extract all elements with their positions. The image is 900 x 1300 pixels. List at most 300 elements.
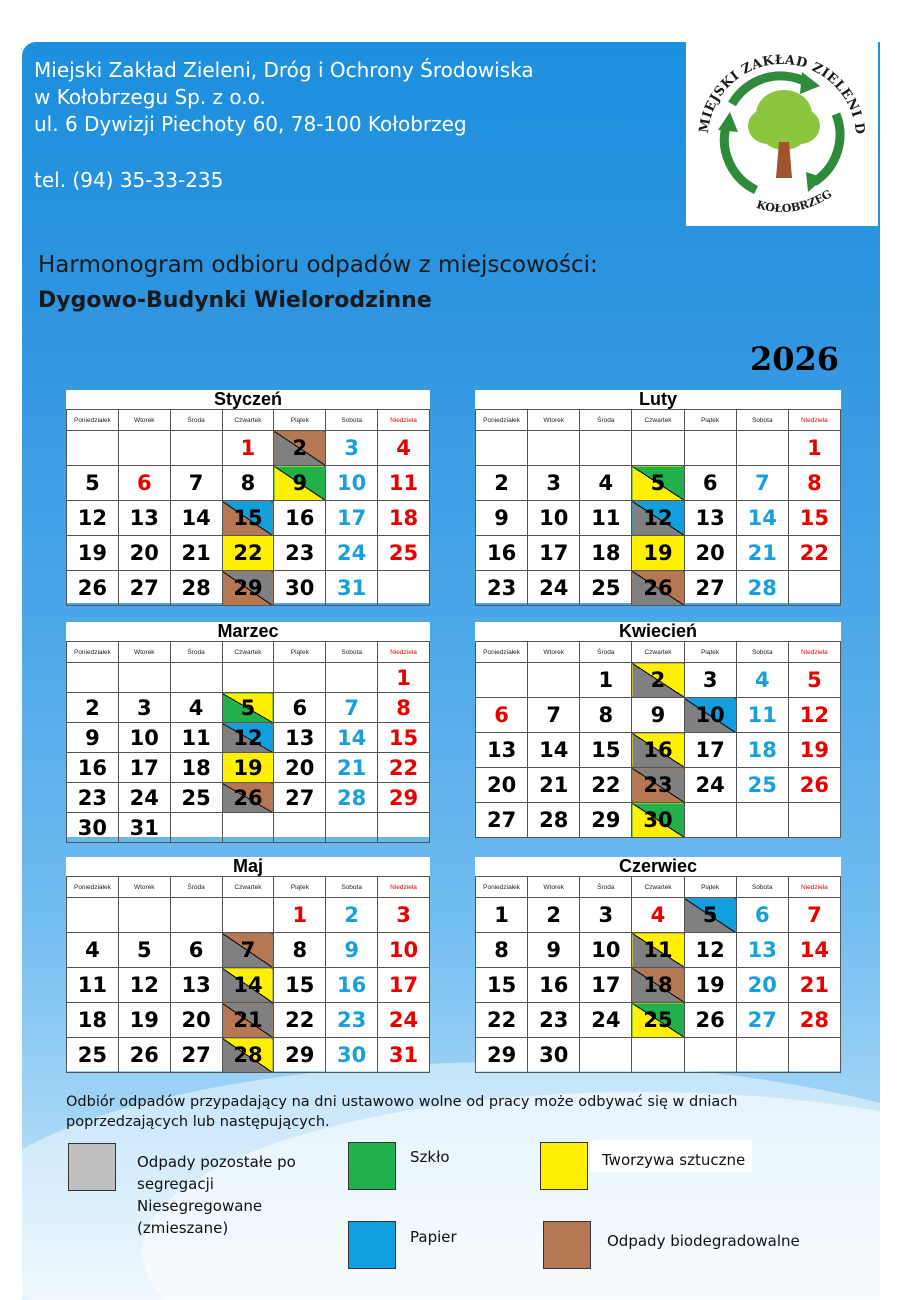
weekday-header: Sobota bbox=[326, 410, 378, 431]
day-cell: 1 bbox=[222, 431, 274, 466]
week-row bbox=[476, 501, 841, 536]
day-cell: 13 bbox=[476, 733, 528, 768]
weekday-header: Czwartek bbox=[222, 877, 274, 898]
day-cell: 12 bbox=[118, 968, 170, 1003]
day-cell: 12 bbox=[632, 501, 684, 536]
empty-cell bbox=[736, 1038, 788, 1073]
week-row bbox=[67, 783, 430, 813]
empty-cell bbox=[67, 898, 119, 933]
weekday-header: Piątek bbox=[684, 877, 736, 898]
legend-gray-line: Niesegregowane bbox=[137, 1197, 263, 1215]
week-row bbox=[67, 571, 430, 606]
weekday-header: Sobota bbox=[326, 642, 378, 663]
empty-cell bbox=[736, 431, 788, 466]
calendar-month bbox=[475, 622, 841, 837]
day-cell: 28 bbox=[222, 1038, 274, 1073]
day-cell: 14 bbox=[326, 723, 378, 753]
day-cell: 14 bbox=[222, 968, 274, 1003]
day-cell: 23 bbox=[67, 783, 119, 813]
month-grid bbox=[475, 641, 841, 838]
weekday-header-row bbox=[67, 642, 430, 663]
day-cell: 10 bbox=[118, 723, 170, 753]
day-cell: 2 bbox=[632, 663, 684, 698]
day-cell: 30 bbox=[326, 1038, 378, 1073]
day-cell: 16 bbox=[476, 536, 528, 571]
day-cell: 1 bbox=[378, 663, 430, 693]
day-cell: 31 bbox=[118, 813, 170, 843]
empty-cell bbox=[274, 813, 326, 843]
day-cell: 20 bbox=[476, 768, 528, 803]
day-cell: 4 bbox=[736, 663, 788, 698]
weekday-header: Sobota bbox=[736, 877, 788, 898]
week-row bbox=[476, 898, 841, 933]
day-cell: 24 bbox=[378, 1003, 430, 1038]
weekday-header: Czwartek bbox=[222, 410, 274, 431]
day-cell: 26 bbox=[684, 1003, 736, 1038]
day-cell: 5 bbox=[788, 663, 840, 698]
day-cell: 3 bbox=[326, 431, 378, 466]
day-cell: 22 bbox=[378, 753, 430, 783]
weekday-header: Piątek bbox=[684, 642, 736, 663]
day-cell: 31 bbox=[378, 1038, 430, 1073]
weekday-header: Środa bbox=[170, 642, 222, 663]
day-cell: 28 bbox=[170, 571, 222, 606]
day-cell: 10 bbox=[684, 698, 736, 733]
empty-cell bbox=[378, 813, 430, 843]
day-cell: 1 bbox=[274, 898, 326, 933]
weekday-header-row bbox=[67, 877, 430, 898]
day-cell: 26 bbox=[67, 571, 119, 606]
day-cell: 7 bbox=[170, 466, 222, 501]
day-cell: 9 bbox=[476, 501, 528, 536]
day-cell: 24 bbox=[580, 1003, 632, 1038]
day-cell: 27 bbox=[118, 571, 170, 606]
day-cell: 4 bbox=[378, 431, 430, 466]
weekday-header-row bbox=[476, 642, 841, 663]
day-cell: 6 bbox=[274, 693, 326, 723]
day-cell: 4 bbox=[580, 466, 632, 501]
day-cell: 11 bbox=[170, 723, 222, 753]
day-cell: 14 bbox=[528, 733, 580, 768]
weekday-header: Wtorek bbox=[528, 642, 580, 663]
weekday-header: Niedziela bbox=[788, 642, 840, 663]
day-cell: 17 bbox=[684, 733, 736, 768]
empty-cell bbox=[684, 803, 736, 838]
weekday-header: Czwartek bbox=[632, 642, 684, 663]
empty-cell bbox=[788, 803, 840, 838]
empty-cell bbox=[632, 431, 684, 466]
week-row bbox=[67, 466, 430, 501]
day-cell: 13 bbox=[736, 933, 788, 968]
day-cell: 21 bbox=[528, 768, 580, 803]
day-cell: 3 bbox=[580, 898, 632, 933]
month-grid bbox=[66, 876, 430, 1073]
day-cell: 26 bbox=[118, 1038, 170, 1073]
empty-cell bbox=[170, 898, 222, 933]
weekday-header: Poniedziałek bbox=[476, 410, 528, 431]
weekday-header: Niedziela bbox=[378, 877, 430, 898]
day-cell: 20 bbox=[170, 1003, 222, 1038]
day-cell: 13 bbox=[274, 723, 326, 753]
day-cell: 6 bbox=[170, 933, 222, 968]
week-row bbox=[67, 1003, 430, 1038]
day-cell: 29 bbox=[222, 571, 274, 606]
month-grid bbox=[66, 641, 430, 843]
day-cell: 15 bbox=[476, 968, 528, 1003]
legend-yellow-swatch bbox=[540, 1142, 588, 1190]
day-cell: 8 bbox=[580, 698, 632, 733]
day-cell: 16 bbox=[67, 753, 119, 783]
day-cell: 15 bbox=[222, 501, 274, 536]
day-cell: 23 bbox=[274, 536, 326, 571]
month-grid bbox=[475, 876, 841, 1073]
day-cell: 23 bbox=[528, 1003, 580, 1038]
day-cell: 4 bbox=[170, 693, 222, 723]
day-cell: 29 bbox=[274, 1038, 326, 1073]
day-cell: 25 bbox=[736, 768, 788, 803]
month-name: Luty bbox=[639, 389, 677, 409]
empty-cell bbox=[788, 1038, 840, 1073]
day-cell: 12 bbox=[684, 933, 736, 968]
day-cell: 19 bbox=[118, 1003, 170, 1038]
day-cell: 5 bbox=[118, 933, 170, 968]
legend-blue-swatch bbox=[348, 1221, 396, 1269]
weekday-header: Niedziela bbox=[378, 410, 430, 431]
weekday-header: Środa bbox=[580, 877, 632, 898]
empty-cell bbox=[736, 803, 788, 838]
empty-cell bbox=[528, 431, 580, 466]
weekday-header: Poniedziałek bbox=[476, 642, 528, 663]
day-cell: 24 bbox=[528, 571, 580, 606]
day-cell: 18 bbox=[378, 501, 430, 536]
day-cell: 18 bbox=[580, 536, 632, 571]
week-row bbox=[67, 501, 430, 536]
day-cell: 14 bbox=[170, 501, 222, 536]
day-cell: 23 bbox=[632, 768, 684, 803]
company-logo bbox=[686, 42, 878, 226]
month-name: Czerwiec bbox=[618, 856, 698, 876]
day-cell: 18 bbox=[736, 733, 788, 768]
week-row bbox=[476, 663, 841, 698]
day-cell: 1 bbox=[476, 898, 528, 933]
day-cell: 11 bbox=[378, 466, 430, 501]
day-cell: 8 bbox=[274, 933, 326, 968]
day-cell: 22 bbox=[580, 768, 632, 803]
week-row bbox=[67, 1038, 430, 1073]
week-row bbox=[67, 536, 430, 571]
empty-cell bbox=[222, 898, 274, 933]
company-name-suffix: w Kołobrzegu Sp. z o.o. bbox=[34, 85, 266, 109]
week-row bbox=[476, 933, 841, 968]
day-cell: 22 bbox=[274, 1003, 326, 1038]
weekday-header-row bbox=[476, 877, 841, 898]
week-row bbox=[67, 723, 430, 753]
weekday-header: Środa bbox=[170, 410, 222, 431]
week-row bbox=[67, 663, 430, 693]
empty-cell bbox=[632, 1038, 684, 1073]
day-cell: 16 bbox=[632, 733, 684, 768]
day-cell: 1 bbox=[580, 663, 632, 698]
day-cell: 11 bbox=[67, 968, 119, 1003]
logo-city-text: KOŁOBRZEG bbox=[755, 187, 835, 216]
weekday-header: Czwartek bbox=[632, 410, 684, 431]
month-name: Marzec bbox=[217, 621, 279, 641]
day-cell: 24 bbox=[118, 783, 170, 813]
day-cell: 30 bbox=[528, 1038, 580, 1073]
empty-cell bbox=[67, 663, 119, 693]
legend-gray-swatch bbox=[68, 1143, 116, 1191]
weekday-header: Wtorek bbox=[118, 877, 170, 898]
day-cell: 23 bbox=[476, 571, 528, 606]
calendar-month bbox=[475, 857, 841, 1071]
day-cell: 6 bbox=[736, 898, 788, 933]
empty-cell bbox=[326, 813, 378, 843]
day-cell: 31 bbox=[326, 571, 378, 606]
weekday-header: Wtorek bbox=[528, 877, 580, 898]
day-cell: 16 bbox=[326, 968, 378, 1003]
day-cell: 2 bbox=[274, 431, 326, 466]
day-cell: 1 bbox=[788, 431, 840, 466]
weekday-header: Niedziela bbox=[788, 410, 840, 431]
day-cell: 25 bbox=[632, 1003, 684, 1038]
month-name: Maj bbox=[232, 856, 263, 876]
day-cell: 9 bbox=[632, 698, 684, 733]
day-cell: 9 bbox=[326, 933, 378, 968]
calendar-month bbox=[475, 390, 841, 603]
empty-cell bbox=[170, 431, 222, 466]
day-cell: 15 bbox=[788, 501, 840, 536]
legend-gray-line: (zmieszane) bbox=[137, 1219, 229, 1237]
weekday-header: Poniedziałek bbox=[67, 410, 119, 431]
calendar-month bbox=[66, 390, 430, 603]
weekday-header-row bbox=[67, 410, 430, 431]
day-cell: 17 bbox=[528, 536, 580, 571]
weekday-header: Wtorek bbox=[528, 410, 580, 431]
day-cell: 9 bbox=[67, 723, 119, 753]
day-cell: 4 bbox=[632, 898, 684, 933]
day-cell: 19 bbox=[632, 536, 684, 571]
day-cell: 6 bbox=[476, 698, 528, 733]
day-cell: 8 bbox=[378, 693, 430, 723]
weekday-header: Czwartek bbox=[632, 877, 684, 898]
empty-cell bbox=[684, 1038, 736, 1073]
day-cell: 7 bbox=[222, 933, 274, 968]
week-row bbox=[67, 813, 430, 843]
empty-cell bbox=[326, 663, 378, 693]
week-row bbox=[476, 768, 841, 803]
week-row bbox=[476, 968, 841, 1003]
day-cell: 22 bbox=[788, 536, 840, 571]
day-cell: 16 bbox=[274, 501, 326, 536]
day-cell: 27 bbox=[736, 1003, 788, 1038]
holiday-note: Odbiór odpadów przypadający na dni ustawowo wolne od pracy może odbywać się w dniach poprzedzających lub następujących. bbox=[66, 1094, 738, 1130]
company-address: ul. 6 Dywizji Piechoty 60, 78-100 Kołobrzeg bbox=[34, 112, 467, 136]
week-row bbox=[476, 466, 841, 501]
day-cell: 5 bbox=[67, 466, 119, 501]
company-phone: tel. (94) 35-33-235 bbox=[34, 168, 224, 192]
day-cell: 9 bbox=[274, 466, 326, 501]
day-cell: 16 bbox=[528, 968, 580, 1003]
weekday-header: Sobota bbox=[736, 642, 788, 663]
empty-cell bbox=[580, 1038, 632, 1073]
week-row bbox=[67, 753, 430, 783]
day-cell: 17 bbox=[118, 753, 170, 783]
empty-cell bbox=[67, 431, 119, 466]
weekday-header: Sobota bbox=[326, 877, 378, 898]
week-row bbox=[476, 571, 841, 606]
day-cell: 21 bbox=[326, 753, 378, 783]
week-row bbox=[476, 1003, 841, 1038]
weekday-header: Środa bbox=[580, 410, 632, 431]
week-row bbox=[67, 898, 430, 933]
week-row bbox=[476, 431, 841, 466]
empty-cell bbox=[222, 663, 274, 693]
empty-cell bbox=[788, 571, 840, 606]
day-cell: 8 bbox=[476, 933, 528, 968]
day-cell: 25 bbox=[170, 783, 222, 813]
week-row bbox=[67, 693, 430, 723]
day-cell: 27 bbox=[170, 1038, 222, 1073]
day-cell: 20 bbox=[118, 536, 170, 571]
day-cell: 21 bbox=[170, 536, 222, 571]
day-cell: 27 bbox=[274, 783, 326, 813]
empty-cell bbox=[580, 431, 632, 466]
legend-gray-line: segregacji bbox=[137, 1175, 214, 1193]
day-cell: 6 bbox=[118, 466, 170, 501]
week-row bbox=[476, 733, 841, 768]
day-cell: 26 bbox=[632, 571, 684, 606]
day-cell: 27 bbox=[476, 803, 528, 838]
day-cell: 13 bbox=[684, 501, 736, 536]
week-row bbox=[476, 1038, 841, 1073]
day-cell: 17 bbox=[580, 968, 632, 1003]
recycling-tree-logo-icon bbox=[686, 42, 878, 226]
day-cell: 15 bbox=[274, 968, 326, 1003]
day-cell: 28 bbox=[326, 783, 378, 813]
weekday-header: Piątek bbox=[274, 642, 326, 663]
empty-cell bbox=[476, 663, 528, 698]
day-cell: 26 bbox=[788, 768, 840, 803]
day-cell: 12 bbox=[788, 698, 840, 733]
legend-gray-line: Odpady pozostałe po bbox=[137, 1153, 296, 1171]
company-name: Miejski Zakład Zieleni, Dróg i Ochrony Środowiska bbox=[34, 58, 534, 82]
day-cell: 24 bbox=[684, 768, 736, 803]
legend-gray-label bbox=[137, 1151, 337, 1239]
empty-cell bbox=[118, 663, 170, 693]
week-row bbox=[476, 698, 841, 733]
weekday-header: Wtorek bbox=[118, 410, 170, 431]
week-row bbox=[67, 933, 430, 968]
day-cell: 19 bbox=[222, 753, 274, 783]
day-cell: 21 bbox=[222, 1003, 274, 1038]
day-cell: 14 bbox=[736, 501, 788, 536]
legend-brown-swatch bbox=[543, 1221, 591, 1269]
day-cell: 5 bbox=[222, 693, 274, 723]
day-cell: 25 bbox=[580, 571, 632, 606]
day-cell: 10 bbox=[580, 933, 632, 968]
weekday-header: Niedziela bbox=[788, 877, 840, 898]
day-cell: 15 bbox=[378, 723, 430, 753]
weekday-header-row bbox=[476, 410, 841, 431]
day-cell: 22 bbox=[476, 1003, 528, 1038]
day-cell: 9 bbox=[528, 933, 580, 968]
day-cell: 10 bbox=[326, 466, 378, 501]
weekday-header: Czwartek bbox=[222, 642, 274, 663]
day-cell: 12 bbox=[222, 723, 274, 753]
day-cell: 2 bbox=[67, 693, 119, 723]
day-cell: 11 bbox=[632, 933, 684, 968]
empty-cell bbox=[378, 571, 430, 606]
day-cell: 7 bbox=[788, 898, 840, 933]
weekday-header: Niedziela bbox=[378, 642, 430, 663]
day-cell: 19 bbox=[67, 536, 119, 571]
day-cell: 30 bbox=[67, 813, 119, 843]
day-cell: 20 bbox=[736, 968, 788, 1003]
page-subtitle: Dygowo-Budynki Wielorodzinne bbox=[38, 288, 432, 313]
day-cell: 5 bbox=[684, 898, 736, 933]
legend-green-label: Szkło bbox=[410, 1148, 450, 1166]
day-cell: 22 bbox=[222, 536, 274, 571]
day-cell: 17 bbox=[378, 968, 430, 1003]
day-cell: 18 bbox=[170, 753, 222, 783]
day-cell: 13 bbox=[170, 968, 222, 1003]
legend-blue-label: Papier bbox=[410, 1228, 457, 1246]
day-cell: 7 bbox=[736, 466, 788, 501]
empty-cell bbox=[222, 813, 274, 843]
weekday-header: Poniedziałek bbox=[476, 877, 528, 898]
day-cell: 3 bbox=[684, 663, 736, 698]
day-cell: 21 bbox=[788, 968, 840, 1003]
logo-ring-text: MIEJSKI ZAKŁAD ZIELENI D bbox=[696, 52, 868, 136]
weekday-header: Piątek bbox=[274, 410, 326, 431]
day-cell: 19 bbox=[788, 733, 840, 768]
day-cell: 3 bbox=[528, 466, 580, 501]
day-cell: 30 bbox=[274, 571, 326, 606]
day-cell: 25 bbox=[378, 536, 430, 571]
day-cell: 8 bbox=[788, 466, 840, 501]
day-cell: 8 bbox=[222, 466, 274, 501]
day-cell: 3 bbox=[378, 898, 430, 933]
calendar-month bbox=[66, 857, 430, 1071]
month-name: Styczeń bbox=[213, 389, 283, 409]
weekday-header: Poniedziałek bbox=[67, 642, 119, 663]
day-cell: 11 bbox=[580, 501, 632, 536]
day-cell: 14 bbox=[788, 933, 840, 968]
day-cell: 2 bbox=[476, 466, 528, 501]
weekday-header: Piątek bbox=[274, 877, 326, 898]
month-grid bbox=[66, 409, 430, 606]
day-cell: 6 bbox=[684, 466, 736, 501]
month-grid bbox=[475, 409, 841, 606]
day-cell: 3 bbox=[118, 693, 170, 723]
day-cell: 20 bbox=[684, 536, 736, 571]
empty-cell bbox=[118, 431, 170, 466]
day-cell: 10 bbox=[378, 933, 430, 968]
day-cell: 23 bbox=[326, 1003, 378, 1038]
empty-cell bbox=[170, 663, 222, 693]
day-cell: 26 bbox=[222, 783, 274, 813]
day-cell: 11 bbox=[736, 698, 788, 733]
empty-cell bbox=[274, 663, 326, 693]
svg-text:KOŁOBRZEG bbox=[755, 187, 834, 215]
day-cell: 7 bbox=[528, 698, 580, 733]
empty-cell bbox=[528, 663, 580, 698]
day-cell: 25 bbox=[67, 1038, 119, 1073]
day-cell: 29 bbox=[580, 803, 632, 838]
weekday-header: Środa bbox=[580, 642, 632, 663]
day-cell: 12 bbox=[67, 501, 119, 536]
day-cell: 28 bbox=[736, 571, 788, 606]
